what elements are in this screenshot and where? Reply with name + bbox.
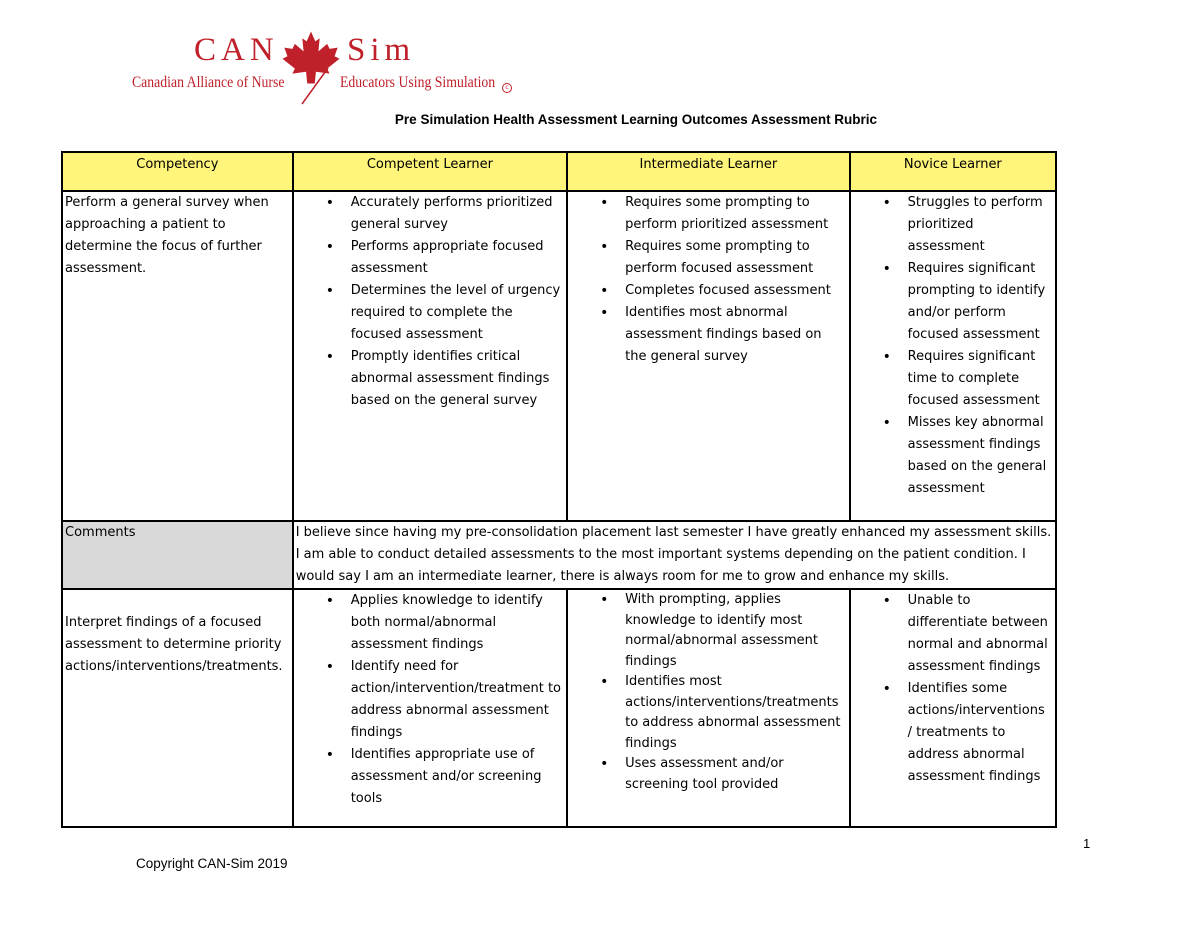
can-sim-logo: [130, 28, 520, 100]
list-item: • Requires some prompting to perform prioritized assessment: [570, 192, 847, 236]
list-item: • Struggles to perform prioritized assessment: [853, 192, 1053, 258]
list-item: • Identifies most actions/interventions/treatments to address abnormal assessment findings: [570, 672, 847, 754]
intermediate-cell: [567, 191, 850, 521]
novice-list: [853, 590, 1053, 788]
logo-tagline-left: Canadian Alliance of Nurse: [132, 74, 285, 91]
list-item: • Promptly identifies critical abnormal assessment findings based on the general survey: [296, 346, 564, 412]
competency-cell: Perform a general survey when approaching a patient to determine the focus of further assessment.: [62, 191, 293, 521]
table-row: [62, 191, 1056, 521]
assessment-rubric-table: [61, 151, 1057, 828]
list-item: • Requires some prompting to perform focused assessment: [570, 236, 847, 280]
list-item: • Requires significant prompting to identify and/or perform focused assessment: [853, 258, 1053, 346]
logo-slash-icon: [298, 66, 332, 106]
list-item: • Identifies some actions/interventions / treatments to address abnormal assessment findings: [853, 678, 1053, 788]
list-item: • With prompting, applies knowledge to identify most normal/abnormal assessment findings: [570, 590, 847, 672]
table-row: [62, 589, 1056, 827]
list-item: • Performs appropriate focused assessment: [296, 236, 564, 280]
logo-tagline-right: Educators Using Simulation: [340, 74, 496, 91]
intermediate-cell: [567, 589, 850, 827]
list-item: • Misses key abnormal assessment findings based on the general assessment: [853, 412, 1053, 500]
logo-word-sim: Sim: [347, 32, 416, 68]
list-item: • Identifies most abnormal assessment findings based on the general survey: [570, 302, 847, 368]
document-title: Pre Simulation Health Assessment Learning Outcomes Assessment Rubric: [394, 112, 878, 127]
list-item: • Applies knowledge to identify both normal/abnormal assessment findings: [296, 590, 564, 656]
intermediate-list: [570, 192, 847, 368]
competent-list: [296, 192, 564, 412]
competent-cell: [293, 589, 567, 827]
list-item: • Determines the level of urgency required to complete the focused assessment: [296, 280, 564, 346]
page-number: 1: [1083, 836, 1091, 851]
header-competent-learner: Competent Learner: [293, 152, 567, 191]
table-header-row: [62, 152, 1056, 191]
novice-list: [853, 192, 1053, 500]
copyright-footer: Copyright CAN-Sim 2019: [136, 856, 288, 871]
copyright-mark-icon: c: [502, 83, 512, 93]
header-novice-learner: Novice Learner: [850, 152, 1056, 191]
list-item: • Uses assessment and/or screening tool provided: [570, 754, 847, 795]
logo-word-can: CAN: [194, 32, 279, 68]
header-competency: Competency: [62, 152, 293, 191]
list-item: • Unable to differentiate between normal and abnormal assessment findings: [853, 590, 1053, 678]
list-item: • Identify need for action/intervention/treatment to address abnormal assessment findings: [296, 656, 564, 744]
list-item: • Identifies appropriate use of assessment and/or screening tools: [296, 744, 564, 810]
novice-cell: [850, 191, 1056, 521]
competency-cell: Interpret findings of a focused assessment to determine priority actions/interventions/treatments.: [62, 589, 293, 827]
comments-row: [62, 521, 1056, 589]
list-item: • Accurately performs prioritized general survey: [296, 192, 564, 236]
competent-cell: [293, 191, 567, 521]
comments-label: Comments: [62, 521, 293, 589]
list-item: • Completes focused assessment: [570, 280, 847, 302]
novice-cell: [850, 589, 1056, 827]
competent-list: [296, 590, 564, 810]
comments-text: I believe since having my pre-consolidation placement last semester I have greatly enhanced my assessment skills. I am able to conduct detailed assessments to the most important systems depending on the patient condition. I would say I am an intermediate learner, there is always room for me to grow and enhance my skills.: [293, 521, 1056, 589]
header-intermediate-learner: Intermediate Learner: [567, 152, 850, 191]
intermediate-list: [570, 590, 847, 795]
list-item: • Requires significant time to complete focused assessment: [853, 346, 1053, 412]
